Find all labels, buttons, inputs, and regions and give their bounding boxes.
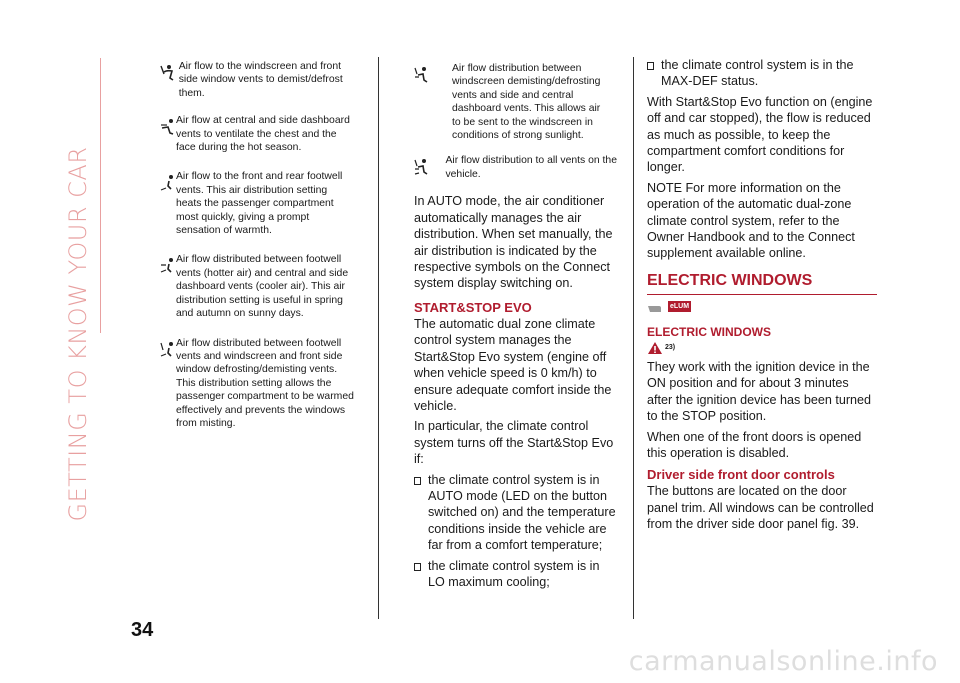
column-divider bbox=[378, 57, 379, 619]
side-rule bbox=[100, 58, 101, 333]
paragraph: When one of the front doors is opened this operation is disabled. bbox=[647, 429, 862, 460]
airflow-item bbox=[160, 337, 355, 431]
paragraph: In particular, the climate control system turns off the Start&Stop Evo if: bbox=[414, 419, 614, 467]
airflow-description: Air flow to the front and rear footwell vents. This air distribution setting heats the passenger compartment most quickly, giving a prompt sensation of warmth. bbox=[176, 171, 343, 237]
airflow-item bbox=[160, 170, 355, 237]
version-badge bbox=[647, 301, 877, 313]
warning-triangle-icon bbox=[647, 341, 663, 355]
bullet-item bbox=[647, 57, 877, 90]
column-divider bbox=[633, 57, 634, 619]
bullet-square-icon bbox=[414, 558, 428, 591]
warning-reference bbox=[647, 341, 877, 355]
airflow-description: Air flow distributed between footwell vents (hotter air) and central and side dashboard vents (cooler air). This air distribution setting is useful in spring and autumn on sunny days. bbox=[176, 254, 349, 320]
hand-pointer-icon bbox=[647, 301, 667, 313]
paragraph: They work with the ignition device in the ON position and for about 3 minutes after the ignition device has been turned to the STOP position. bbox=[647, 359, 872, 424]
bullet-text: the climate control system is in LO maximum cooling; bbox=[428, 558, 600, 589]
airflow-item bbox=[160, 60, 355, 100]
paragraph: In AUTO mode, the air conditioner automatically manages the air distribution. When set manually, the air distribution is indicated by the respective symbols on the Connect system display switching on. bbox=[414, 194, 613, 291]
bullet-square-icon bbox=[414, 472, 428, 554]
column-1 bbox=[160, 60, 355, 444]
watermark: carmanualsonline.info bbox=[628, 646, 938, 677]
section-title: ELECTRIC WINDOWS bbox=[647, 272, 877, 295]
bullet-text: the climate control system is in AUTO mode (LED on the button switched on) and the temperature conditions inside the vehicle are far from a comfort temperature; bbox=[428, 472, 616, 553]
airflow-item bbox=[160, 114, 355, 154]
airflow-face-feet-icon bbox=[160, 253, 176, 280]
warning-note-number: 23) bbox=[665, 344, 676, 352]
page-number: 34 bbox=[131, 619, 154, 641]
airflow-windscreen-feet-icon bbox=[160, 337, 176, 364]
bullet-square-icon bbox=[647, 57, 661, 90]
airflow-face-icon bbox=[160, 114, 176, 141]
elum-badge: eLUM bbox=[670, 303, 690, 311]
paragraph: With Start&Stop Evo function on (engine off and car stopped), the flow is reduced as much as possible, to keep the compartment comfort conditions for longer. bbox=[647, 94, 873, 175]
airflow-description: Air flow at central and side dashboard vents to ventilate the chest and the face during the hot season. bbox=[176, 115, 350, 154]
airflow-windscreen-face-icon bbox=[414, 62, 452, 89]
airflow-item bbox=[414, 62, 619, 142]
bullet-item bbox=[414, 472, 619, 554]
airflow-all-vents-icon bbox=[414, 154, 445, 181]
column-2 bbox=[414, 62, 619, 594]
airflow-description: Air flow distributed between footwell vents and windscreen and front side window defrosting/demisting vents. This distribution setting allows the passenger compartment to be warmed effectively and prevents the windows from misting. bbox=[176, 337, 354, 429]
airflow-item bbox=[160, 253, 355, 320]
subsection-heading: Driver side front door controls bbox=[647, 467, 835, 483]
airflow-feet-icon bbox=[160, 170, 176, 197]
section-heading: START&STOP EVO bbox=[414, 299, 532, 315]
column-3 bbox=[647, 57, 877, 537]
paragraph: The buttons are located on the door panel trim. All windows can be controlled from the driver side door panel fig. 39. bbox=[647, 484, 874, 532]
airflow-description: Air flow to the windscreen and front side window vents to demist/defrost them. bbox=[178, 61, 343, 99]
paragraph: The automatic dual zone climate control system manages the Start&Stop Evo system (engine off when vehicle speed is 0 km/h) to ensure adequate comfort inside the vehicle. bbox=[414, 316, 612, 413]
airflow-description: Air flow distribution between windscreen demisting/defrosting vents and side and central dashboard vents. This allows air to be sent to the windscreen in conditions of strong sunlight. bbox=[452, 63, 601, 142]
airflow-windscreen-icon bbox=[160, 60, 179, 87]
bullet-item bbox=[414, 558, 619, 591]
paragraph: NOTE For more information on the operation of the automatic dual-zone climate control system, refer to the Owner Handbook and to the Connect supplement available online. bbox=[647, 180, 855, 261]
subsection-heading: ELECTRIC WINDOWS bbox=[647, 324, 771, 339]
airflow-description: Air flow distribution to all vents on the vehicle. bbox=[445, 155, 617, 180]
airflow-item bbox=[414, 154, 619, 181]
side-chapter-title: GETTING TO KNOW YOUR CAR bbox=[64, 146, 92, 522]
bullet-text: the climate control system is in the MAX-DEF status. bbox=[661, 58, 854, 89]
